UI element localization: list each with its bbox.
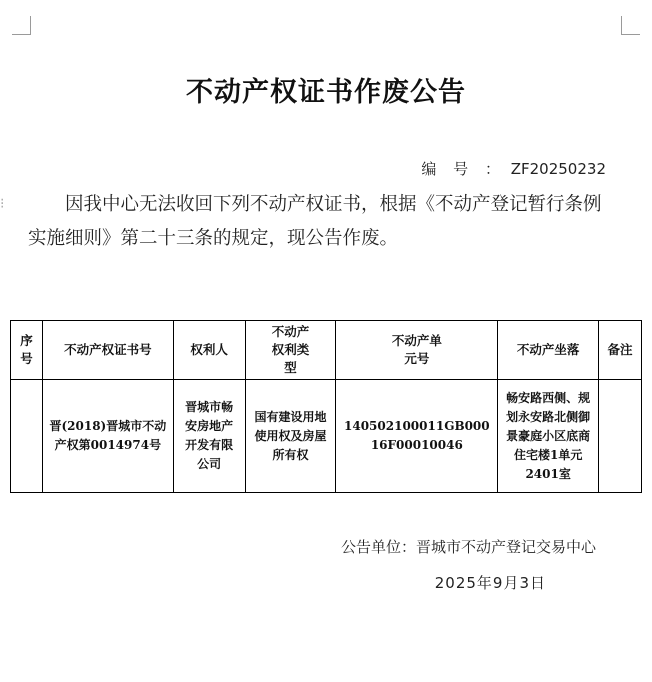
cell-location: 畅安路西侧、规划永安路北侧御景豪庭小区底商住宅楼1单元2401室 — [498, 380, 599, 493]
cell-unit-no: 140502100011GB00016F00010046 — [336, 380, 498, 493]
paragraph-marker: ⁝ — [0, 196, 5, 212]
table-row — [11, 380, 642, 493]
crop-mark-top-right — [621, 16, 640, 35]
header-index: 序号 — [11, 321, 43, 380]
document-number-value: ZF20250232 — [510, 160, 606, 178]
cell-cert-no: 晋(2018)晋城市不动产权第0014974号 — [42, 380, 173, 493]
cell-remark — [599, 380, 642, 493]
announcement-date: 2025年9月3日 — [434, 574, 546, 592]
announcement-body: 因我中心无法收回下列不动产权证书，根据《不动产登记暂行条例实施细则》第二十三条的规定，现公告作废。 — [28, 194, 602, 249]
header-location: 不动产坐落 — [498, 321, 599, 380]
cell-owner: 晋城市畅安房地产开发有限公司 — [173, 380, 245, 493]
announcing-unit: 公告单位：晋城市不动产登记交易中心 — [340, 538, 596, 556]
header-remark: 备注 — [599, 321, 642, 380]
header-owner: 权利人 — [173, 321, 245, 380]
header-right-type: 不动产权利类型 — [245, 321, 336, 380]
header-cert-no: 不动产权证书号 — [42, 321, 173, 380]
header-unit-no: 不动产单元号 — [336, 321, 498, 380]
table-header-row — [11, 321, 642, 380]
page-title: 不动产权证书作废公告 — [186, 77, 466, 108]
cell-index — [11, 380, 43, 493]
crop-mark-top-left — [12, 16, 31, 35]
document-number-label: 编 号 ： — [421, 160, 506, 178]
cell-right-type: 国有建设用地使用权及房屋所有权 — [245, 380, 336, 493]
certificate-table — [10, 320, 642, 493]
document-number — [421, 158, 606, 179]
